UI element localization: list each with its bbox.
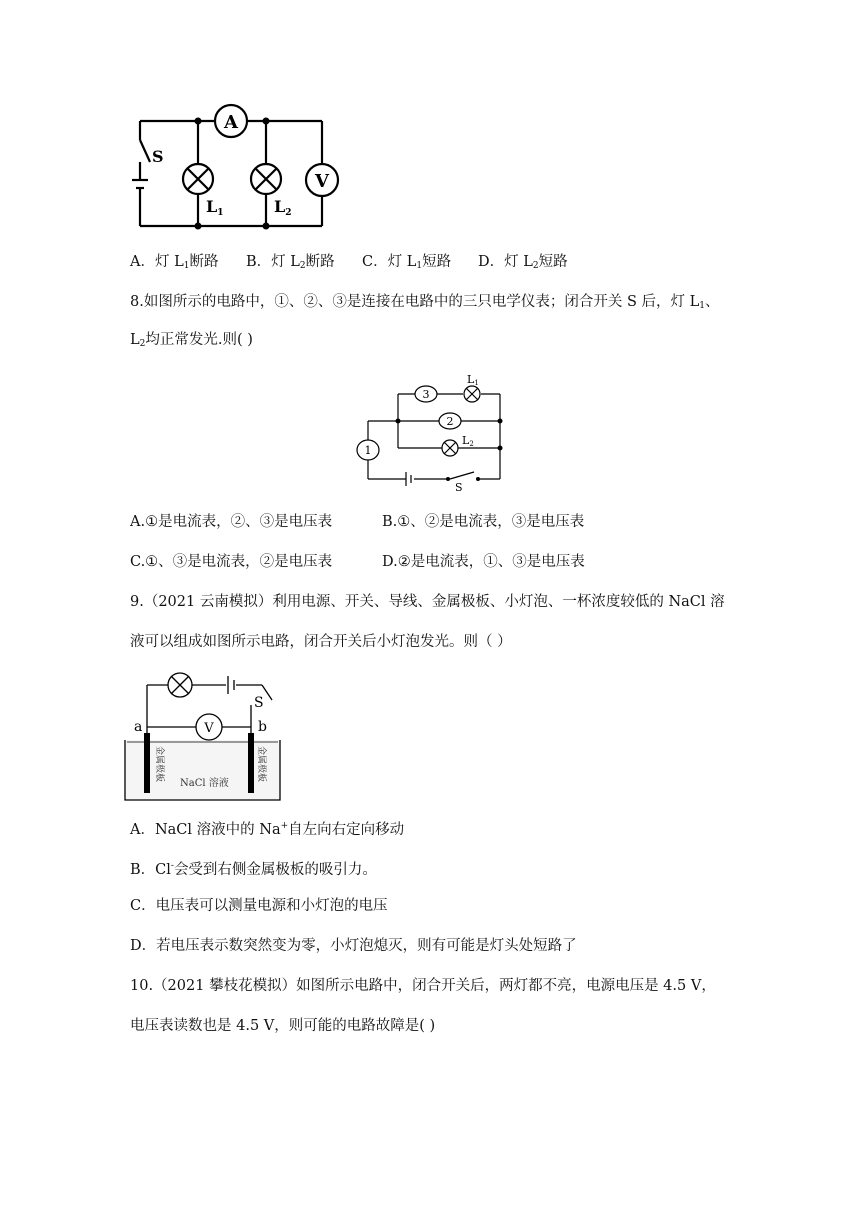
- q9-text-line2: 液可以组成如图所示电路，闭合开关后小灯泡发光。则（ ）: [130, 634, 512, 650]
- q9-text-line1: 9.（2021 云南模拟）利用电源、开关、导线、金属极板、小灯泡、一杯浓度较低的 NaCl 溶: [130, 594, 725, 610]
- q8-lamp2-label: L2: [462, 434, 474, 448]
- q8-option-c: C.①、③是电流表，②是电压表: [130, 554, 333, 570]
- q8-lamp1-label: L1: [467, 373, 479, 387]
- q10-text-line1: 10.（2021 攀枝花模拟）如图所示电路中，闭合开关后，两灯都不亮，电源电压是 4.5 V，: [130, 978, 716, 994]
- voltmeter-label: V: [315, 171, 329, 192]
- electrolysis-figure-9: [0, 665, 860, 805]
- q9-switch-label: S: [254, 695, 264, 711]
- lamp1-label: L1: [206, 197, 224, 218]
- q9-option-a: A．NaCl 溶液中的 Na+自左向右定向移动: [130, 821, 405, 838]
- q7-option-a: A．灯 $L_1$断路: [130, 254, 219, 271]
- circuit-figure-8: [0, 365, 860, 495]
- q9-option-c: C．电压表可以测量电源和小灯泡的电压: [130, 898, 388, 914]
- q7-option-c: C．灯 $L_1$短路: [362, 254, 452, 271]
- q7-option-b: B．灯 $L_2$断路: [246, 254, 335, 271]
- switch-label: S: [152, 147, 164, 166]
- lamp2-label: L2: [274, 197, 292, 218]
- q9-option-d: D．若电压表示数突然变为零，小灯泡熄灭，则有可能是灯头处短路了: [130, 938, 577, 954]
- right-plate-label: 金属极板: [256, 746, 266, 783]
- q8-option-b: B.①、②是电流表，③是电压表: [382, 514, 585, 530]
- q7-option-d: D．灯 $L_2$短路: [478, 254, 568, 271]
- solution-label: NaCl 溶液: [180, 778, 229, 789]
- q8-text-line2: $L_2$均正常发光.则( ): [130, 332, 253, 349]
- q10-text-line2: 电压表读数也是 4.5 V，则可能的电路故障是( ): [130, 1018, 436, 1034]
- q8-text-line1: 8.如图所示的电路中，①、②、③是连接在电路中的三只电学仪表；闭合开关 S 后，灯 $L_1$、: [130, 294, 720, 311]
- q8-option-a: A.①是电流表，②、③是电压表: [130, 514, 333, 530]
- meter-3-label: 3: [422, 388, 430, 401]
- left-plate-label: 金属极板: [154, 746, 164, 783]
- q8-switch-label: S: [455, 481, 463, 494]
- ammeter-label: A: [224, 112, 238, 133]
- q9-option-b: B．Cl-会受到右侧金属极板的吸引力。: [130, 861, 377, 878]
- q9-voltmeter-label: V: [204, 721, 214, 736]
- circuit-figure-1: [0, 0, 860, 240]
- meter-1-label: 1: [364, 444, 372, 457]
- node-b-label: b: [258, 719, 267, 735]
- q8-option-d: D.②是电流表，①、③是电压表: [382, 554, 585, 570]
- meter-2-label: 2: [446, 415, 454, 428]
- node-a-label: a: [134, 719, 143, 735]
